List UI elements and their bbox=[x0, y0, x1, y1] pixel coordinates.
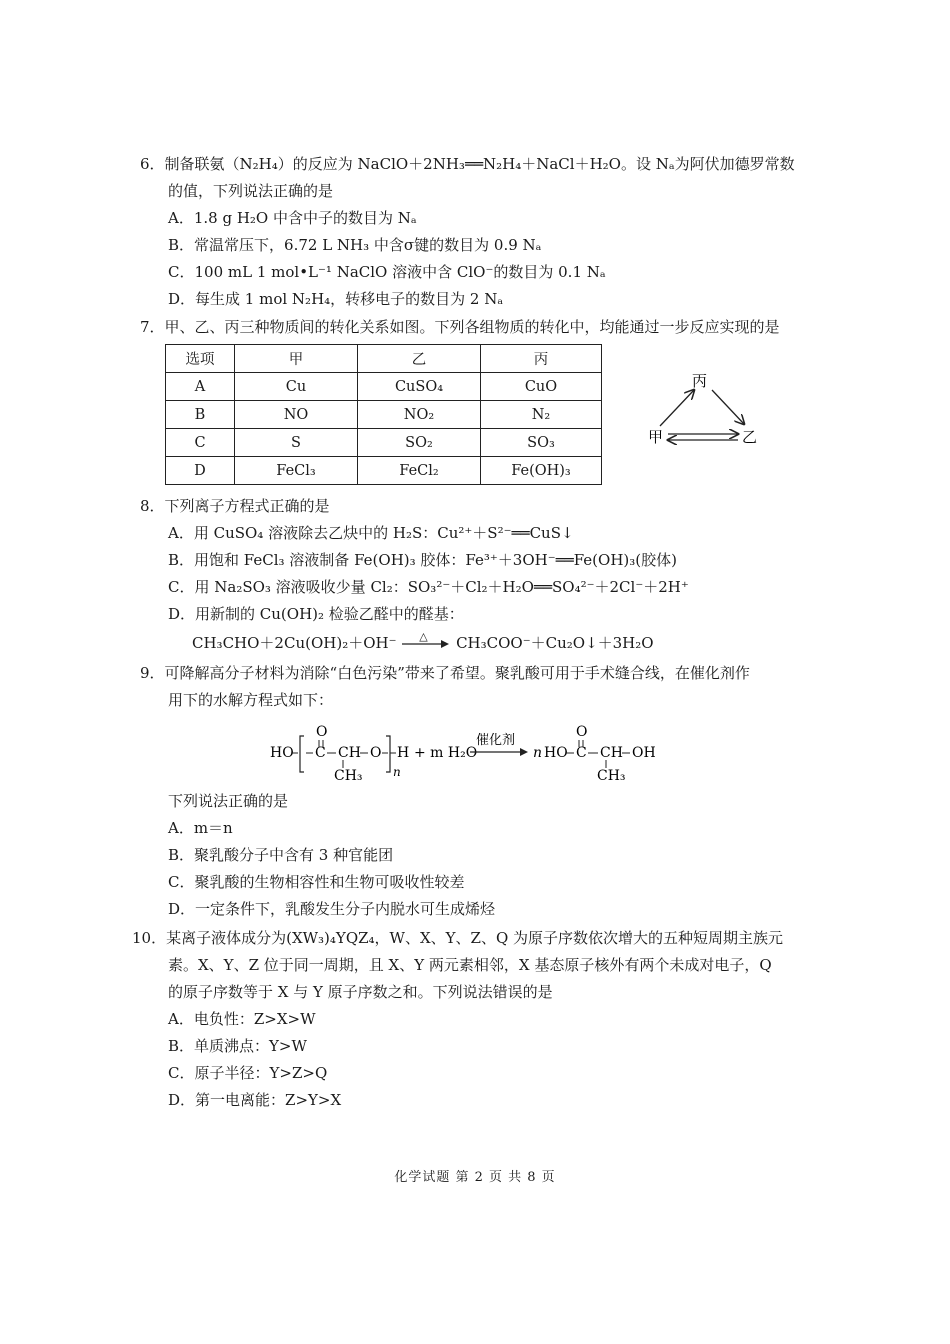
q9-stem-line-1: 9．可降解高分子材料为消除“白色污染”带来了希望。聚乳酸可用于手术缝合线，在催化剂作 bbox=[140, 664, 750, 682]
arrow-bing-to-yi bbox=[712, 390, 744, 424]
q9-option-b: B．聚乳酸分子中含有 3 种官能团 bbox=[168, 846, 394, 864]
table-header-cell: 丙 bbox=[481, 345, 602, 373]
q8-option-d-equation bbox=[140, 630, 689, 657]
table-cell: FeCl₃ bbox=[235, 457, 358, 485]
q6-option-d: D．每生成 1 mol N₂H₄，转移电子的数目为 2 Nₐ bbox=[168, 290, 504, 308]
table-cell: D bbox=[166, 457, 235, 485]
table-header-row bbox=[166, 345, 602, 373]
eq-product-c: C bbox=[576, 745, 587, 761]
q9-stem-2: 下列说法正确的是 bbox=[168, 792, 289, 810]
table-header-cell: 乙 bbox=[358, 345, 481, 373]
eq-catalyst: 催化剂 bbox=[476, 733, 516, 748]
heat-symbol: △ bbox=[419, 630, 428, 643]
q8-option-a: A．用 CuSO₄ 溶液除去乙炔中的 H₂S：Cu²⁺＋S²⁻══CuS↓ bbox=[168, 524, 574, 542]
q6-option-b: B．常温常压下，6.72 L NH₃ 中含σ键的数目为 0.9 Nₐ bbox=[168, 236, 542, 254]
table-row bbox=[166, 457, 602, 485]
eq-c: C bbox=[315, 745, 326, 761]
q9-stem-line-2: 用下的水解方程式如下： bbox=[168, 691, 334, 709]
q9-option-a: A．m＝n bbox=[168, 819, 233, 837]
conversion-triangle-diagram bbox=[640, 368, 780, 458]
heat-arrow bbox=[401, 630, 451, 651]
eq-end-h: H bbox=[397, 745, 410, 761]
eq-product-ch3: CH₃ bbox=[597, 768, 626, 784]
q10-option-c: C．原子半径：Y>Z>Q bbox=[168, 1064, 328, 1082]
eq-product-ch: CH bbox=[600, 745, 623, 761]
q10-stem-line-3: 的原子序数等于 X 与 Y 原子序数之和。下列说法错误的是 bbox=[168, 983, 553, 1001]
question-9 bbox=[140, 660, 750, 714]
table-cell: A bbox=[166, 373, 235, 401]
eq-arrow-head bbox=[520, 748, 528, 756]
diagram-label-jia: 甲 bbox=[648, 428, 664, 446]
diagram-label-yi: 乙 bbox=[742, 428, 758, 446]
table-cell: SO₂ bbox=[358, 429, 481, 457]
q7-stem: 7．甲、乙、丙三种物质间的转化关系如图。下列各组物质的转化中，均能通过一步反应实现的是 bbox=[140, 318, 780, 336]
question-9-options bbox=[140, 788, 495, 923]
q10-option-a: A．电负性：Z>X>W bbox=[168, 1010, 316, 1028]
table-cell: NO₂ bbox=[358, 401, 481, 429]
diagram-label-bing: 丙 bbox=[692, 372, 708, 390]
question-7 bbox=[140, 314, 780, 341]
eq-plus-water: + m H₂O bbox=[414, 745, 478, 761]
q6-option-c: C．100 mL 1 mol•L⁻¹ NaClO 溶液中含 ClO⁻的数目为 0.1 Nₐ bbox=[168, 263, 606, 281]
q10-option-d: D．第一电离能：Z>Y>X bbox=[168, 1091, 342, 1109]
table-cell: SO₃ bbox=[481, 429, 602, 457]
table-cell: C bbox=[166, 429, 235, 457]
table-cell: Cu bbox=[235, 373, 358, 401]
q6-option-a: A．1.8 g H₂O 中含中子的数目为 Nₐ bbox=[168, 209, 417, 227]
table-cell: N₂ bbox=[481, 401, 602, 429]
arrow-jia-to-bing bbox=[660, 390, 694, 426]
table-cell: Fe(OH)₃ bbox=[481, 457, 602, 485]
q6-stem-line-2: 的值，下列说法正确的是 bbox=[168, 182, 334, 200]
q10-option-b: B．单质沸点：Y>W bbox=[168, 1037, 307, 1055]
q6-stem-line-1: 6．制备联氨（N₂H₄）的反应为 NaClO＋2NH₃══N₂H₄＋NaCl＋H₂O。设 Nₐ为阿伏加德罗常数 bbox=[140, 155, 795, 173]
q10-stem-line-1: 10．某离子液体成分为(XW₃)₄YQZ₄，W、X、Y、Z、Q 为原子序数依次增大的五种短周期主族元 bbox=[132, 929, 784, 947]
eq-product-oh: OH bbox=[632, 745, 656, 761]
question-6 bbox=[140, 151, 795, 313]
q9-option-c: C．聚乳酸的生物相容性和生物可吸收性较差 bbox=[168, 873, 465, 891]
table-row bbox=[166, 429, 602, 457]
table-cell: B bbox=[166, 401, 235, 429]
q10-stem-line-2: 素。X、Y、Z 位于同一周期，且 X、Y 两元素相邻，X 基态原子核外有两个未成对电子，Q bbox=[168, 956, 772, 974]
page-footer: 化学试题 第 2 页 共 8 页 bbox=[394, 1170, 556, 1185]
q8-d-eq-right: CH₃COO⁻＋Cu₂O↓＋3H₂O bbox=[456, 634, 654, 652]
table-cell: NO bbox=[235, 401, 358, 429]
eq-ether-o: O bbox=[370, 745, 382, 761]
table-cell: CuSO₄ bbox=[358, 373, 481, 401]
q7-table bbox=[165, 344, 602, 485]
q8-option-d: D．用新制的 Cu(OH)₂ 检验乙醛中的醛基： bbox=[168, 605, 464, 623]
table-header-cell: 选项 bbox=[166, 345, 235, 373]
table-row bbox=[166, 401, 602, 429]
eq-product-ho: HO bbox=[544, 745, 568, 761]
eq-ch: CH bbox=[338, 745, 361, 761]
q8-stem: 8．下列离子方程式正确的是 bbox=[140, 497, 330, 515]
q8-option-c: C．用 Na₂SO₃ 溶液吸收少量 Cl₂：SO₃²⁻＋Cl₂＋H₂O══SO₄²⁻＋2Cl⁻＋2H⁺ bbox=[168, 578, 689, 596]
q8-d-eq-left: CH₃CHO＋2Cu(OH)₂＋OH⁻ bbox=[192, 634, 397, 652]
eq-subscript-n: n bbox=[393, 765, 401, 779]
left-bracket bbox=[300, 736, 304, 772]
eq-carbonyl-o: O bbox=[316, 724, 328, 740]
reaction-arrow-icon bbox=[401, 639, 451, 649]
eq-ch3: CH₃ bbox=[334, 768, 363, 784]
table-cell: FeCl₂ bbox=[358, 457, 481, 485]
hydrolysis-equation bbox=[258, 716, 678, 792]
question-10 bbox=[132, 925, 783, 1114]
eq-product-carbonyl-o: O bbox=[576, 724, 588, 740]
q8-option-b: B．用饱和 FeCl₃ 溶液制备 Fe(OH)₃ 胶体：Fe³⁺＋3OH⁻══Fe(OH)₃(胶体) bbox=[168, 551, 677, 569]
right-bracket bbox=[386, 736, 390, 772]
table-cell: CuO bbox=[481, 373, 602, 401]
table-cell: S bbox=[235, 429, 358, 457]
eq-ho: HO bbox=[270, 745, 294, 761]
question-8 bbox=[140, 493, 689, 657]
q9-option-d: D．一定条件下，乳酸发生分子内脱水可生成烯烃 bbox=[168, 900, 496, 918]
table-row bbox=[166, 373, 602, 401]
eq-coef-n: n bbox=[533, 745, 543, 761]
table-header-cell: 甲 bbox=[235, 345, 358, 373]
